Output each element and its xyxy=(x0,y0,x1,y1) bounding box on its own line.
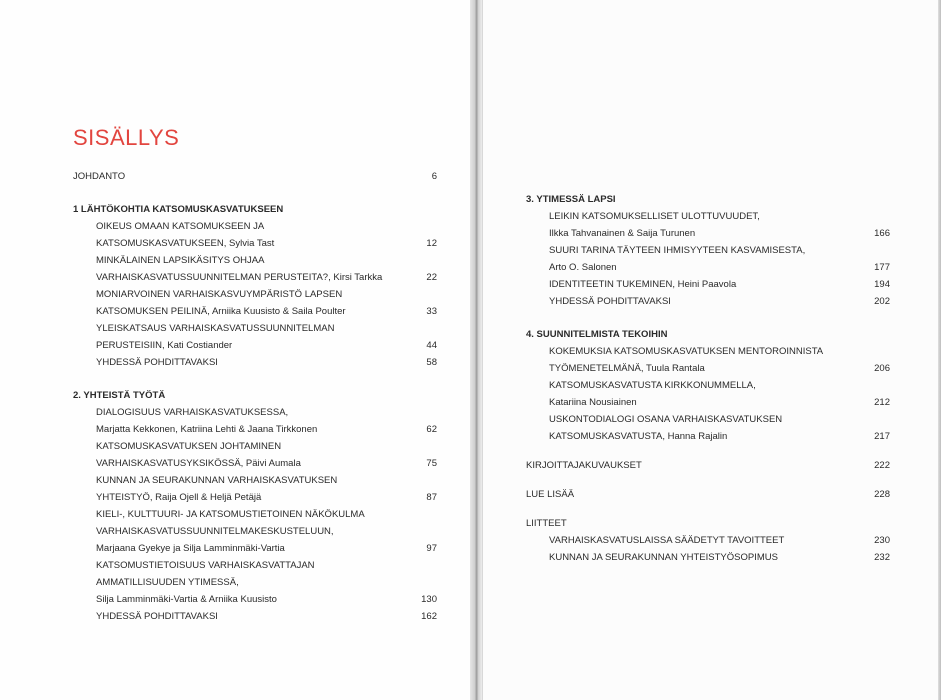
toc-entry: KUNNAN JA SEURAKUNNAN YHTEISTYÖSOPIMUS 232 xyxy=(549,552,890,563)
toc-entry: YHDESSÄ POHDITTAVAKSI 202 xyxy=(549,296,890,307)
toc-entry: KATSOMUSKASVATUKSEEN, Sylvia Tast 12 xyxy=(96,238,437,249)
toc-section-heading: 3. YTIMESSÄ LAPSI xyxy=(526,194,616,205)
toc-entry: YHTEISTYÖ, Raija Ojell & Heljä Petäjä 87 xyxy=(96,492,437,503)
toc-entry: LEIKIN KATSOMUKSELLISET ULOTTUVUUDET, xyxy=(549,211,760,222)
toc-entry: KATSOMUSKASVATUSTA KIRKKONUMMELLA, xyxy=(549,380,756,391)
toc-entry: Marjatta Kekkonen, Katriina Lehti & Jaana Tirkkonen 62 xyxy=(96,424,437,435)
toc-entry: JOHDANTO 6 xyxy=(73,171,437,182)
toc-entry: YLEISKATSAUS VARHAISKASVATUSSUUNNITELMAN xyxy=(96,323,335,334)
toc-entry: VARHAISKASVATUSYKSIKÖSSÄ, Päivi Aumala 75 xyxy=(96,458,437,469)
toc-entry: KATSOMUSKASVATUSTA, Hanna Rajalin 217 xyxy=(549,431,890,442)
toc-entry: OIKEUS OMAAN KATSOMUKSEEN JA xyxy=(96,221,265,232)
toc-entry: KIRJOITTAJAKUVAUKSET 222 xyxy=(526,460,890,471)
toc-entry: VARHAISKASVATUSSUUNNITELMAN PERUSTEITA?, Kirsi Tarkka 22 xyxy=(96,272,437,283)
toc-entry: MINKÄLAINEN LAPSIKÄSITYS OHJAA xyxy=(96,255,265,266)
left-page xyxy=(0,0,470,700)
toc-list-left xyxy=(73,168,437,625)
toc-entry: DIALOGISUUS VARHAISKASVATUKSESSA, xyxy=(96,407,289,418)
toc-entry: LIITTEET xyxy=(526,518,567,529)
toc-entry: Silja Lamminmäki-Vartia & Arniika Kuusisto 130 xyxy=(96,594,437,605)
toc-entry: TYÖMENETELMÄNÄ, Tuula Rantala 206 xyxy=(549,363,890,374)
toc-entry: KATSOMUKSEN PEILINÄ, Arniika Kuusisto & Saila Poulter 33 xyxy=(96,306,437,317)
toc-entry: VARHAISKASVATUSSUUNNITELMAKESKUSTELUUN, xyxy=(96,526,334,537)
book-spine-gutter xyxy=(470,0,482,700)
toc-entry: KATSOMUSKASVATUKSEN JOHTAMINEN xyxy=(96,441,282,452)
toc-entry: Ilkka Tahvanainen & Saija Turunen 166 xyxy=(549,228,890,239)
toc-entry: SUURI TARINA TÄYTEEN IHMISYYTEEN KASVAMISESTA, xyxy=(549,245,806,256)
toc-list-right xyxy=(526,191,890,566)
toc-entry: IDENTITEETIN TUKEMINEN, Heini Paavola 194 xyxy=(549,279,890,290)
toc-entry: YHDESSÄ POHDITTAVAKSI 162 xyxy=(96,611,437,622)
toc-entry: KOKEMUKSIA KATSOMUSKASVATUKSEN MENTOROINNISTA xyxy=(549,346,824,357)
toc-entry: YHDESSÄ POHDITTAVAKSI 58 xyxy=(96,357,437,368)
toc-section-heading: 4. SUUNNITELMISTA TEKOIHIN xyxy=(526,329,668,340)
toc-entry: KATSOMUSTIETOISUUS VARHAISKASVATTAJAN xyxy=(96,560,315,571)
toc-entry: MONIARVOINEN VARHAISKASVUYMPÄRISTÖ LAPSEN xyxy=(96,289,343,300)
toc-entry: Katariina Nousiainen 212 xyxy=(549,397,890,408)
toc-entry: LUE LISÄÄ 228 xyxy=(526,489,890,500)
toc-entry: KUNNAN JA SEURAKUNNAN VARHAISKASVATUKSEN xyxy=(96,475,338,486)
toc-entry: Marjaana Gyekye ja Silja Lamminmäki-Vartia 97 xyxy=(96,543,437,554)
toc-section-heading: 2. YHTEISTÄ TYÖTÄ xyxy=(73,390,166,401)
toc-entry: KIELI-, KULTTUURI- JA KATSOMUSTIETOINEN NÄKÖKULMA xyxy=(96,509,365,520)
toc-entry: VARHAISKASVATUSLAISSA SÄÄDETYT TAVOITTEET 230 xyxy=(549,535,890,546)
toc-title: SISÄLLYS xyxy=(73,125,180,150)
toc-entry: USKONTODIALOGI OSANA VARHAISKASVATUKSEN xyxy=(549,414,783,425)
toc-section-heading: 1 LÄHTÖKOHTIA KATSOMUSKASVATUKSEEN xyxy=(73,204,284,215)
toc-entry: PERUSTEISIIN, Kati Costiander 44 xyxy=(96,340,437,351)
toc-entry: Arto O. Salonen 177 xyxy=(549,262,890,273)
toc-entry: AMMATILLISUUDEN YTIMESSÄ, xyxy=(96,577,239,588)
